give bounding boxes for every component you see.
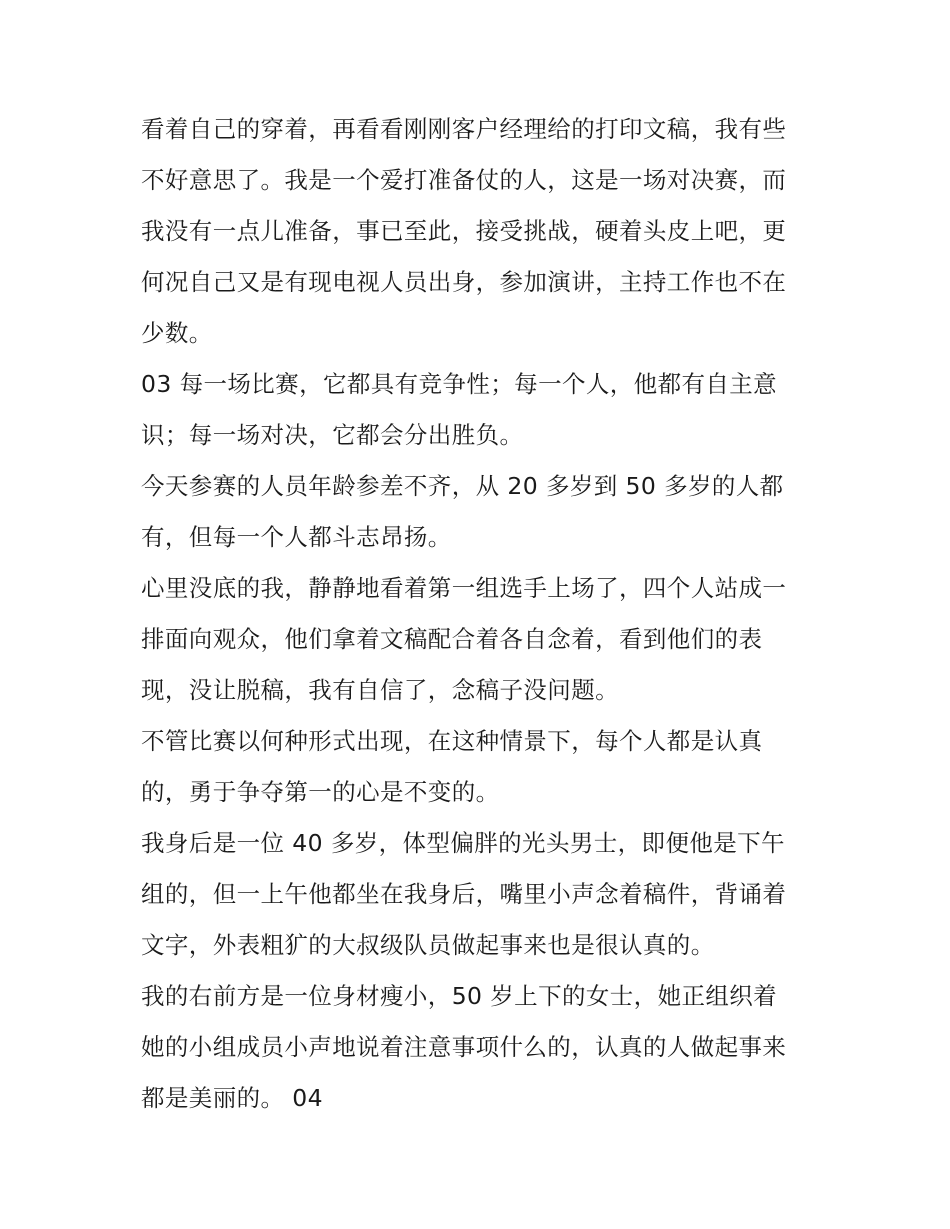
text-line: 我没有一点儿准备，事已至此，接受挑战，硬着头皮上吧，更 <box>141 217 787 245</box>
text-line: 看着自己的穿着，再看看刚刚客户经理给的打印文稿，我有些 <box>141 115 787 143</box>
text-line: 心里没底的我，静静地看着第一组选手上场了，四个人站成一 <box>141 574 787 602</box>
text-line: 少数。 <box>141 319 213 347</box>
text-line: 我的右前方是一位身材瘦小，50 岁上下的女士，她正组织着 <box>141 982 778 1010</box>
text-line: 不管比赛以何种形式出现，在这种情景下，每个人都是认真 <box>141 727 763 755</box>
text-line: 她的小组成员小声地说着注意事项什么的，认真的人做起事来 <box>141 1033 787 1061</box>
text-line: 文字，外表粗犷的大叔级队员做起事来也是很认真的。 <box>141 931 715 959</box>
text-line: 排面向观众，他们拿着文稿配合着各自念着，看到他们的表 <box>141 625 763 653</box>
text-line: 都是美丽的。 04 <box>141 1084 323 1112</box>
text-line: 今天参赛的人员年龄参差不齐，从 20 多岁到 50 多岁的人都 <box>141 472 784 500</box>
text-line: 我身后是一位 40 多岁，体型偏胖的光头男士，即便他是下午 <box>141 829 785 857</box>
text-line: 现，没让脱稿，我有自信了，念稿子没问题。 <box>141 676 619 704</box>
document-body <box>141 104 815 1124</box>
text-line: 的，勇于争夺第一的心是不变的。 <box>141 778 500 806</box>
text-line: 识；每一场对决，它都会分出胜负。 <box>141 421 524 449</box>
text-line: 有，但每一个人都斗志昂扬。 <box>141 523 452 551</box>
text-line: 03 每一场比赛，它都具有竞争性；每一个人，他都有自主意 <box>141 370 778 398</box>
text-line: 何况自己又是有现电视人员出身，参加演讲，主持工作也不在 <box>141 268 787 296</box>
text-line: 组的，但一上午他都坐在我身后，嘴里小声念着稿件，背诵着 <box>141 880 787 908</box>
text-line: 不好意思了。我是一个爱打准备仗的人，这是一场对决赛，而 <box>141 166 787 194</box>
